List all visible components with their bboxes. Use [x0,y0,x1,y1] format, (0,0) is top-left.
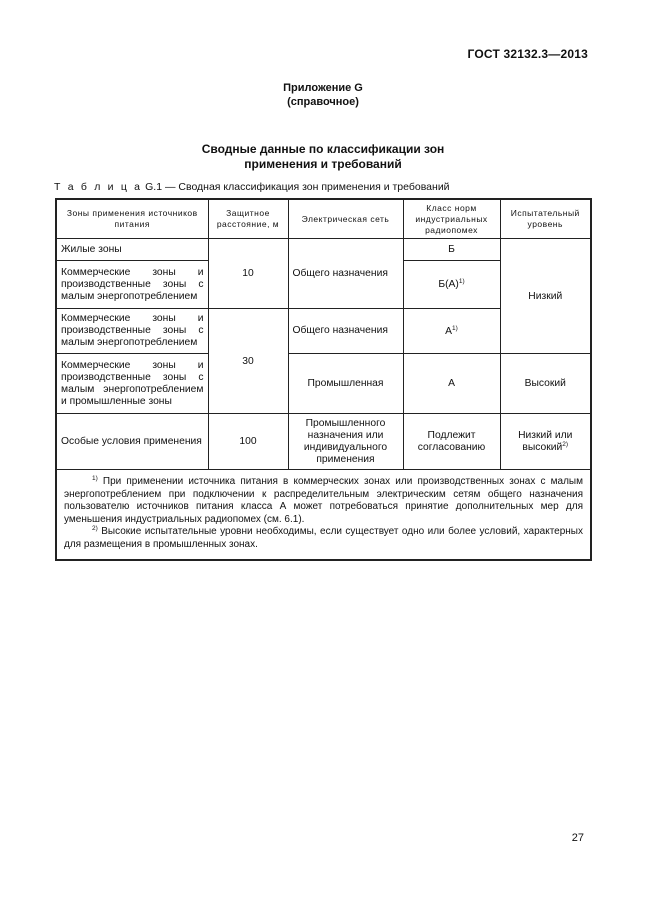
row5-level [500,414,591,470]
appendix-heading [0,81,646,109]
row12-distance: 10 [208,239,288,309]
standard-code: ГОСТ 32132.3—2013 [467,47,588,61]
footnote-1-text: При применении источника питания в коммерческих зонах или производственных зонах с малым энергопотреблением при подключении к распределительным электрическим сетям общего назначения пользователю источников питания класса А может потребоваться принятие дополнительных мер для уменьшения индустриальных радиопомех (см. 6.1). [64,476,583,525]
footnote-1-marker: 1) [92,475,98,482]
footnote-2 [64,526,583,551]
row2-class [403,261,500,309]
table-notes-row [56,470,591,561]
row5-network: Промышленного назначения или индивидуального применения [288,414,403,470]
appendix-subtitle: (справочное) [287,96,359,108]
table-header-row [56,199,591,239]
row3-class-footnote: 1) [452,324,458,332]
row123-level: Низкий [500,239,591,354]
row3-zone: Коммерческие зоны и производственные зоны с малым энергопотреблением [56,309,208,354]
appendix-title: Приложение G [283,82,363,94]
row2-class-value: Б(А) [438,279,459,290]
footnote-2-text: Высокие испытательные уровни необходимы, если существует одно или более условий, характерных для размещения в промышленных зонах. [64,526,583,550]
row2-class-footnote: 1) [458,278,465,285]
page-number: 27 [571,832,584,844]
row34-distance: 30 [208,309,288,414]
row4-network: Промышленная [288,354,403,414]
row5-level-value: Низкий или высокий [518,429,573,453]
row12-network: Общего назначения [288,239,403,309]
header-level: Испытательный уровень [500,199,591,239]
row4-class: А [403,354,500,414]
row1-zone: Жилые зоны [56,239,208,261]
table-row [56,239,591,261]
row4-level: Высокий [500,354,591,414]
document-title-line1: Сводные данные по классификации зон [201,142,445,156]
table-caption-text: G.1 — Сводная классификация зон применения и требований [142,181,450,193]
row5-distance: 100 [208,414,288,470]
document-title [0,142,646,172]
header-distance: Защитное расстояние, м [208,199,288,239]
header-class: Класс норм индустриальных радиопомех [403,199,500,239]
table-caption-prefix: Т а б л и ц а [54,181,143,193]
row5-class: Подлежит согласованию [403,414,500,470]
table-row [56,414,591,470]
table-row [56,354,591,414]
footnote-1 [64,476,583,526]
row1-class: Б [403,239,500,261]
table-caption [54,181,450,193]
footnote-2-marker: 2) [92,525,98,532]
row3-class-value: А [445,325,453,337]
row3-class [403,309,500,354]
table-notes [56,470,591,561]
document-title-line2: применения и требований [244,157,402,171]
row3-network: Общего назначения [288,309,403,354]
row5-level-footnote: 2) [562,440,569,448]
row5-zone: Особые условия применения [56,414,208,470]
header-zones: Зоны применения источников питания [56,199,208,239]
row4-zone: Коммерческие зоны и производственные зоны с малым энергопотреблением и промышленные зоны [56,354,208,414]
row2-zone: Коммерческие зоны и производственные зоны с малым энергопотреблением [56,261,208,309]
classification-table [55,198,592,561]
header-network: Электрическая сеть [288,199,403,239]
